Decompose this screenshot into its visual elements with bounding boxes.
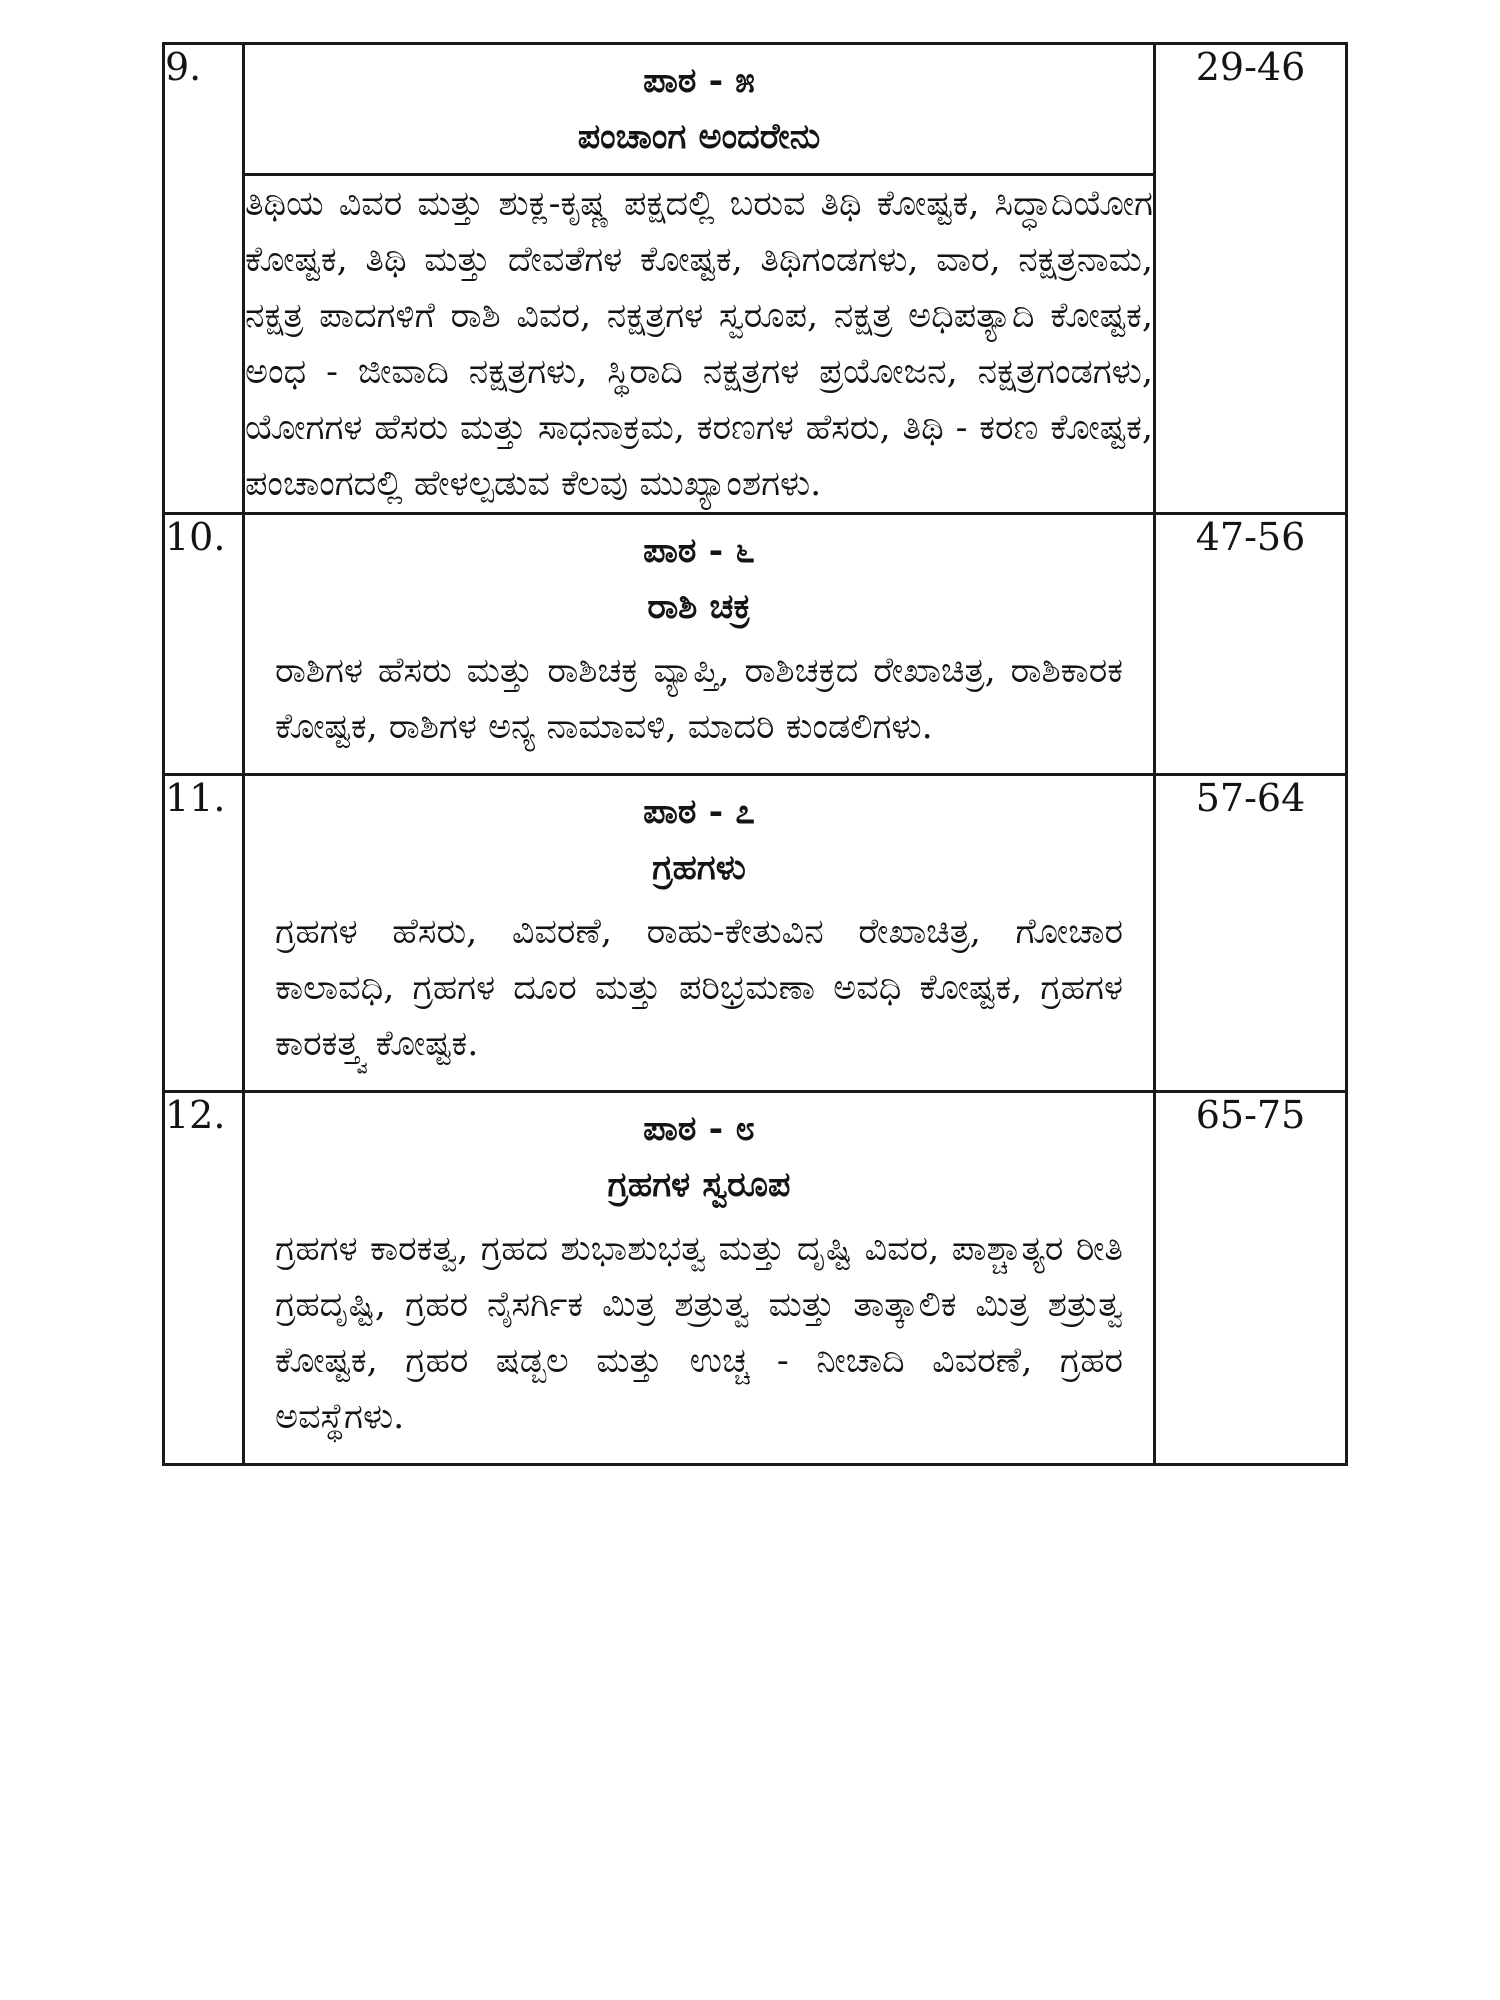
chapter-content (244, 775, 1155, 1092)
chapter-content (244, 1092, 1155, 1465)
lesson-label: ಪಾಠ - ೬ (643, 530, 755, 571)
chapter-row (164, 44, 1347, 175)
chapter-row (164, 775, 1347, 1092)
chapter-description: ಗ್ರಹಗಳ ಹೆಸರು, ವಿವರಣೆ, ರಾಹು-ಕೇತುವಿನ ರೇಖಾಚಿತ್ರ, ಗೋಚಾರ ಕಾಲಾವಧಿ, ಗ್ರಹಗಳ ದೂರ ಮತ್ತು ಪರಿಭ್ರಮಣಾ ಅವಧಿ ಕೋಷ್ಟಕ, ಗ್ರಹಗಳ ಕಾರಕತ್ತ್ವ ಕೋಷ್ಟಕ. (275, 912, 1123, 1064)
chapter-row (164, 514, 1347, 775)
chapter-number: 10. (164, 514, 244, 775)
lesson-label: ಪಾಠ - ೭ (643, 791, 755, 832)
chapter-number: 9. (164, 44, 244, 514)
lesson-label: ಪಾಠ - ೮ (643, 1108, 755, 1149)
page-range: 29-46 (1155, 44, 1347, 514)
chapter-number: 12. (164, 1092, 244, 1465)
chapter-title: ಗ್ರಹಗಳ ಸ್ವರೂಪ (607, 1164, 791, 1205)
chapter-description: ತಿಥಿಯ ವಿವರ ಮತ್ತು ಶುಕ್ಲ-ಕೃಷ್ಣ ಪಕ್ಷದಲ್ಲಿ ಬರುವ ತಿಥಿ ಕೋಷ್ಟಕ, ಸಿದ್ಧಾದಿಯೋಗ ಕೋಷ್ಟಕ, ತಿಥಿ ಮತ್ತು ದೇವತೆಗಳ ಕೋಷ್ಟಕ, ತಿಥಿಗಂಡಗಳು, ವಾರ, ನಕ್ಷತ್ರನಾಮ, ನಕ್ಷತ್ರ ಪಾದಗಳಿಗೆ ರಾಶಿ ವಿವರ, ನಕ್ಷತ್ರಗಳ ಸ್ವರೂಪ, ನಕ್ಷತ್ರ ಅಧಿಪತ್ಯಾದಿ ಕೋಷ್ಟಕ, ಅಂಧ - ಜೀವಾದಿ ನಕ್ಷತ್ರಗಳು, ಸ್ಥಿರಾದಿ ನಕ್ಷತ್ರಗಳ ಪ್ರಯೋಜನ, ನಕ್ಷತ್ರಗಂಡಗಳು, ಯೋಗಗಳ ಹೆಸರು ಮತ್ತು ಸಾಧನಾಕ್ರಮ, ಕರಣಗಳ ಹೆಸರು, ತಿಥಿ - ಕರಣ ಕೋಷ್ಟಕ, ಪಂಚಾಂಗದಲ್ಲಿ ಹೇಳಲ್ಪಡುವ ಕೆಲವು ಮುಖ್ಯಾಂಶಗಳು. (244, 175, 1155, 514)
chapter-number: 11. (164, 775, 244, 1092)
page-range: 47-56 (1155, 514, 1347, 775)
lesson-label: ಪಾಠ - ೫ (643, 60, 755, 101)
chapter-description: ರಾಶಿಗಳ ಹೆಸರು ಮತ್ತು ರಾಶಿಚಕ್ರ ವ್ಯಾಪ್ತಿ, ರಾಶಿಚಕ್ರದ ರೇಖಾಚಿತ್ರ, ರಾಶಿಕಾರಕ ಕೋಷ್ಟಕ, ರಾಶಿಗಳ ಅನ್ಯ ನಾಮಾವಳಿ, ಮಾದರಿ ಕುಂಡಲಿಗಳು. (275, 651, 1123, 747)
chapter-heading (244, 44, 1155, 175)
chapter-content (244, 514, 1155, 775)
table-of-contents (162, 42, 1348, 1466)
chapter-title: ಪಂಚಾಂಗ ಅಂದರೇನು (577, 116, 821, 157)
page-range: 57-64 (1155, 775, 1347, 1092)
chapter-title: ರಾಶಿ ಚಕ್ರ (647, 586, 751, 627)
chapter-row (164, 1092, 1347, 1465)
page-range: 65-75 (1155, 1092, 1347, 1465)
chapter-title: ಗ್ರಹಗಳು (652, 847, 746, 888)
chapter-description: ಗ್ರಹಗಳ ಕಾರಕತ್ವ, ಗ್ರಹದ ಶುಭಾಶುಭತ್ವ ಮತ್ತು ದೃಷ್ಟಿ ವಿವರ, ಪಾಶ್ಚಾತ್ಯರ ರೀತಿ ಗ್ರಹದೃಷ್ಟಿ, ಗ್ರಹರ ನೈಸರ್ಗಿಕ ಮಿತ್ರ ಶತ್ರುತ್ವ ಮತ್ತು ತಾತ್ಕಾಲಿಕ ಮಿತ್ರ ಶತ್ರುತ್ವ ಕೋಷ್ಟಕ, ಗ್ರಹರ ಷಡ್ಬಲ ಮತ್ತು ಉಚ್ಚ - ನೀಚಾದಿ ವಿವರಣೆ, ಗ್ರಹರ ಅವಸ್ಥೆಗಳು. (275, 1229, 1123, 1437)
